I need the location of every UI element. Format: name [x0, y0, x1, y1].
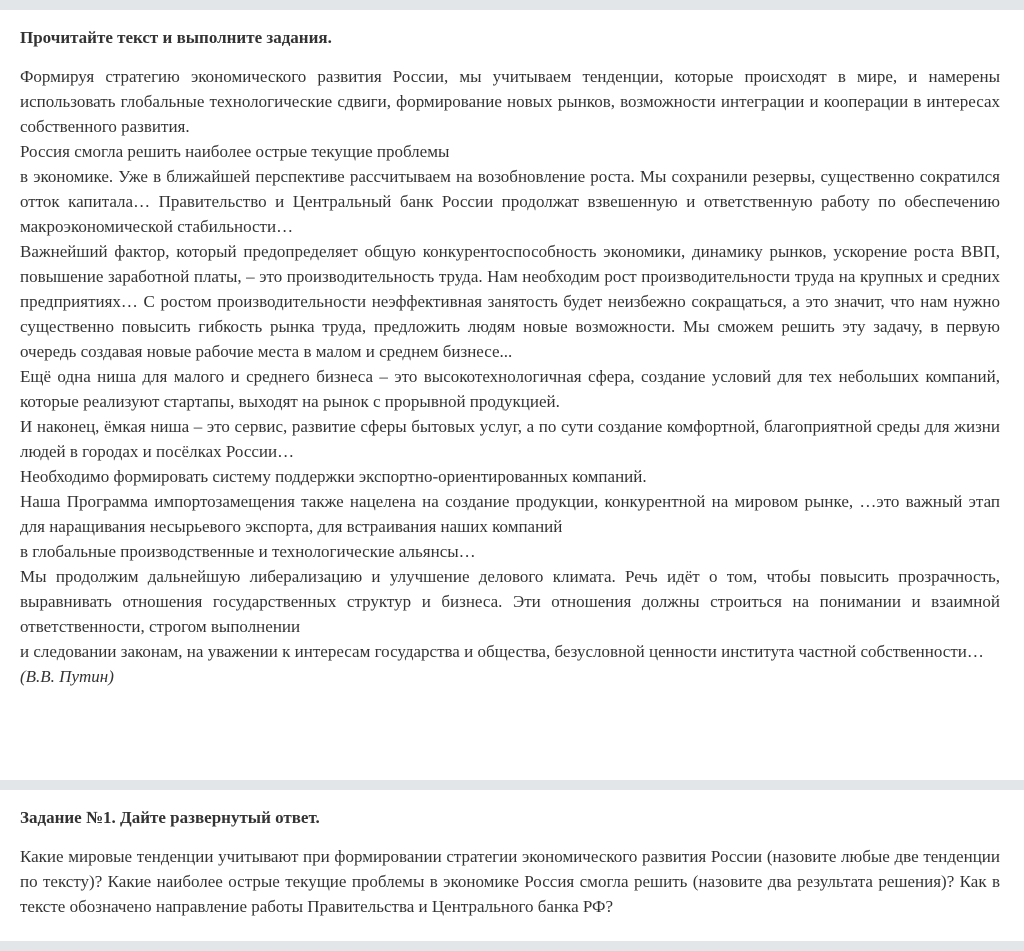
paragraph: в глобальные производственные и технологические альянсы…: [20, 542, 476, 561]
reading-text-section: [0, 10, 1024, 780]
task-question: Какие мировые тенденции учитывают при формировании стратегии экономического развития России (назовите любые две тенденции по тексту)? Какие наиболее острые текущие проблемы в экономике Россия смогла решить (назовите два результата решения)? Как в тексте обозначено направление работы Правительства и Центрального банка РФ?: [20, 847, 1000, 916]
text-body: [20, 64, 1000, 689]
section-title: Прочитайте текст и выполните задания.: [20, 28, 332, 47]
paragraph: Ещё одна ниша для малого и среднего бизнеса – это высокотехнологичная сфера, создание условий для тех небольших компаний, которые реализуют стартапы, выходят на рынок с прорывной продукцией.: [20, 367, 1000, 411]
task-title: Задание №1. Дайте развернутый ответ.: [20, 808, 320, 827]
paragraph: Необходимо формировать систему поддержки экспортно-ориентированных компаний.: [20, 467, 647, 486]
author-attribution: (В.В. Путин): [20, 667, 114, 686]
paragraph: Формируя стратегию экономического развития России, мы учитываем тенденции, которые происходят в мире, и намерены использовать глобальные технологические сдвиги, формирование новых рынков, возможности интеграции и кооперации в интересах собственного развития.: [20, 67, 1000, 136]
paragraph: и следовании законам, на уважении к интересам государства и общества, безусловной ценности института частной собственности…: [20, 642, 984, 661]
paragraph: Россия смогла решить наиболее острые текущие проблемы: [20, 142, 450, 161]
paragraph: И наконец, ёмкая ниша – это сервис, развитие сферы бытовых услуг, а по сути создание комфортной, благоприятной среды для жизни людей в городах и посёлках России…: [20, 417, 1000, 461]
paragraph: Мы продолжим дальнейшую либерализацию и улучшение делового климата. Речь идёт о том, чтобы повысить прозрачность, выравнивать отношения государственных структур и бизнеса. Эти отношения должны строиться на понимании и взаимной ответственности, строгом выполнении: [20, 567, 1000, 636]
paragraph: в экономике. Уже в ближайшей перспективе рассчитываем на возобновление роста. Мы сохранили резервы, существенно сократился отток капитала… Правительство и Центральный банк России продолжат взвешенную и ответственную работу по обеспечению макроэкономической стабильности…: [20, 167, 1000, 236]
task-section: [0, 790, 1024, 941]
paragraph: Важнейший фактор, который предопределяет общую конкурентоспособность экономики, динамику рынков, ускорение роста ВВП, повышение заработной платы, – это производительность труда. Нам необходим рост производительности труда на крупных и средних предприятиях… С ростом производительности неэффективная занятость будет неизбежно сокращаться, а это значит, что нам нужно существенно повысить гибкость рынка труда, предложить людям новые возможности. Мы сможем решить эту задачу, в первую очередь создавая новые рабочие места в малом и среднем бизнесе...: [20, 242, 1000, 361]
paragraph: Наша Программа импортозамещения также нацелена на создание продукции, конкурентной на мировом рынке, …это важный этап для наращивания несырьевого экспорта, для встраивания наших компаний: [20, 492, 1000, 536]
